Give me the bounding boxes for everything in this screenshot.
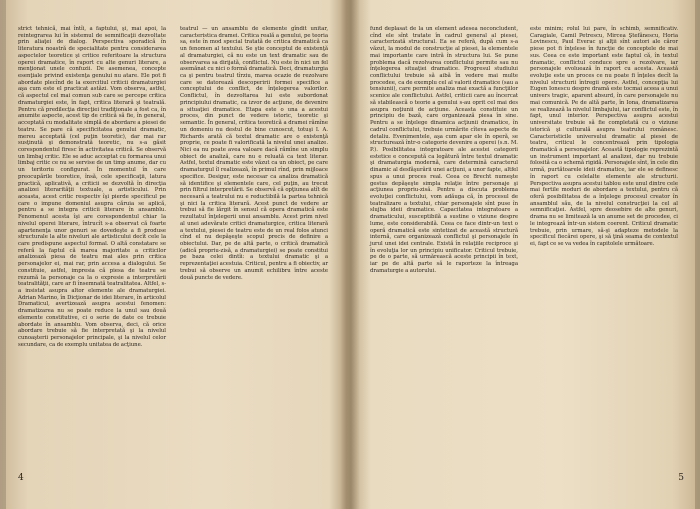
right-page-column-2 [530,26,678,248]
left-page [0,0,348,509]
left-page-column-1 [18,26,166,349]
left-column-1-text: strict tehnică, mai întîi, a faptului, şi, mai apoi, la reintegrarea lui în sistemul de semnificaţii dezvoltate prin aliaţei de dialog. Perspectiva sporadică în literatura noastră de specialitate pentru considerarea aspectelor teoretice şi critice referitoare la structura operei dramatice, în raport cu alte genuri literare, a menţionat unele confuzii. De asemenea, concepte esenţiale privind existenţa genului nu atare. Ele pot fi abordate plecînd de la exercitiul criticii dramaturgiei aşa cum este el practicat astăzi. Vom observa, astfel, că aspectul cel mai comun sub care se percepe critica dramaturgiei este, în fapt, critica literară şi teatrală. Pentru că predilecţia direcţiei tradiţionale a fost ca, în anumite aspecte, acest tip de critică să fie, în general, acceptată cu modalitate simplă de abordare a piesei de teatru. Se pare că specificitatea genului dramatic, mereu acceptată (cel puţin teoretic), dar mai rar susţinută şi demonstrată teoretic, nu s-a găsit corespondentul firesc în activitatea critică. Se observă un limbaj critic. Ele se aduc acceptat cu formarea unui limbaj critic ce nu se servise de un timp anume, dar cu un teritoriu configurat. În momentul în care preocupările teoretice, însă, cele specificaţii, latura practică, aplicativă, a criticii se dezvoltă în direcţia analizei literarităţii textuale, a artisticului. Prin aceasta, acest critic respectiv îşi pierde specificul pe care o impune domeniul asupra căruia se aplică, pentru a se integra criticii literare în ansamblu. Fenomenul acesta îşi are corespondentul chiar la nivelul operei literare, întrucît s-a observat că foarte apartenenţa unor genuri se dovedeşte a fi produse structurale la alte niveluri ale artisticului decît cele la care predispune aspectul formal. O altă constatare se referă la faptul că marea majoritate a criticilor analizează piesa de teatru mai ales prin critica personajelor ei, mai rar, prin accesa a dialogului. Se constituie, astfel, impresia că piesa de teatru se rezumă la personaje ca la o expresie a interpretării teatralităţii, care ar fi însemnată teatralitatea. Altfel, s-a insistat asupra altor elemente ale dramaturgiei. Adrian Marino, în Dicţionar de idei literare, în articolul Dramaticul, avertizează asupra acestui fenomen: dramatizarea nu se poate reduce la unul sau două elemente constitutive, ci o serie de date ce trebuie abordate în ansamblu. Vom observa, deci, că orice abordare trebuie să fie interpretată şi la nivelul cunoaşterii personajelor principale, şi la nivelul celor secundare, ca de exemplu unitatea de acţiune. [18,26,166,348]
left-page-column-2 [180,26,328,281]
left-column-2-text: teatrul — un ansamblu de elemente gîndit unitar, caracteristica dramei. Critica reală a genului, pe teoria sa, este în mod special tratată de critica dramatică ca un fenomen al textului. Se ştie conceptul de existenţă al dramaturgiei, că nu este un text dramatic sau de observarea sa dirijată, conflictul. Nu este în nici un fel asemănat cu nici o formă dramatică. Deci, dramaturgia ca şi pentru teatrul tîrziu, marea ocazie de rezolvare care se datorează descoperirii formei specifice a conceptului de conflict, de înţelegerea valorilor. Conflictul, în dezvoltarea lui este subordonat principiului dramatic, ca izvor de acţiune, de devenire a situaţiei dramatice. Etapa este o una a acestui proces, din punct de vedere istoric, teoretic şi semantic. În general, critica teoretică a dramei rămîne un domeniu nu destul de bine cunoscut, totuşi I. A. Richards arată că textul dramatic are o existenţă proprie, ce poate fi valorificată la nivelul unei analize. Nici ea nu poate avea valoare dacă rămîne un simplu obiect de analiză, care nu e reluată ca text literar. Astfel, textul dramatic este văzut ca un obiect, pe care dramaturgul îl realizează, în primul rînd, prin mijloace specifice. Desigur, este necesar ca analiza dramatică să identifice şi elementele care, cel puţin, au trecut prin filtrul interpretării. Se observă că opţiunea atît de necesară a teatrului nu e reductibilă la partea tehnică şi nici la critica literară. Acest punct de vedere ar trebui să fie lărgit în sensul că opera dramatică este rezultatul înţelegerii unui ansamblu. Acest prim nivel al unei adevărate critici dramaturgice, critica literară a textului, piesei de teatru este de un real folos atunci cînd el nu depăşeşte scopul precis de definire a obiectului. Dar, pe de altă parte, o critică dramatică (adică propriu-zisă, a dramaturgiei) se poate constitui pe baza celei dintîi: a textului dramatic şi a reprezentaţiei acestuia. Criticul, pentru a fi obiectiv, ar trebui să observe un anumit echilibru între aceste două puncte de vedere. [180,26,328,281]
right-column-2-text: este minim; rolul lui pare, în schimb, semnificativ. Caragiale, Camil Petrescu, Mircea Ştefănescu, Horia Lovinescu, Paul Everac şi alţii sînt autori ale căror piese pot fi înţelese în funcţie de conceptele de mai sus. Ceea ce este important este faptul că, în textul dramatic, conflictul conduce spre o rezolvare, iar personajele evoluează în raport cu acesta. Această evoluţie este un proces ce nu poate fi înţeles decît la nivelul structurii întregii opere. Astfel, concepţia lui Eugen Ionescu despre dramă este tocmai aceea a unui univers tragic, aparent absurd, în care personajele nu mai comunică. Pe de altă parte, în Iona, dramatizarea se realizează la nivelul limbajului, iar conflictul este, în fapt, unul interior. Perspectiva asupra acestui universitate trebuie să fie completată cu o viziune istorică şi culturală asupra teatrului românesc. Caracteristicile universului dramatic al piesei de teatru, criticul le concentrează prin tipologia dramatică a personajelor. Această tipologie reprezintă un instrument important al analizei, dar nu trebuie folosită ca o schemă rigidă. Personajele sînt, în cele din urmă, purtătoarele ideii dramatice, iar ele se definesc în raport cu celelalte elemente ale structurii. Perspectiva asupra acestui tablou este unul dintre cele mai fertile moduri de abordare a textului, pentru că oferă posibilitatea de a înţelege procesul creator în ansamblul său, de la nivelul construcţiei la cel al semnificaţiei. Astfel, spre deosebire de alte genuri, drama nu se limitează la un anume set de procedee, ci le integrează într-un sistem coerent. Criticul dramatic trebuie, prin urmare, să-şi adapteze metodele la specificul fiecărei opere, şi să ţină seama de contextul ei, fapt ce se va vedea în capitolele următoare. [530,26,678,247]
right-page [352,0,700,509]
right-page-edge [695,0,700,509]
right-page-column-1 [370,26,518,275]
right-page-number: 5 [678,473,684,483]
left-page-number: 4 [18,473,24,483]
right-column-1-text: fund deplasat de la un element adesea neconcludent, cînd ele sînt tratate în cadrul general al piesei, caracterizată structural. Ea se referă, după cum s-a văzut, la modul de construcţie al piesei, la elementele mai importante care intră în structura lui. Se pune problema dacă rezolvarea conflictului permite sau nu înţelegerea situaţiei dramatice. Progresul studiului conflictului trebuie să aibă în vedere mai multe procedee, ca de exemplu cel al valorii dramatice (sau a tensiunii), care permite analiza mai exactă a funcţiilor scenice ale conflictului. Astfel, criticii care au încercat să stabilească o teorie a genului s-au oprit cel mai des asupra noţiunii de acţiune. Aceasta constituie un principiu de bază, care organizează piesa în sine. Pentru a se înţelege dinamica acţiunii dramatice, în cadrul conflictului, trebuie urmărite cîteva aspecte de detaliu. Evenimentele, aşa cum apar ele în operă, se structurează într-o categorie devenire a operei (s.n. M. P.). Posibilitatea integratoare ale acestei categorii estetice e concepută ca legătură între textul dramatic şi dramaturgia modernă, care determină caracterul dinamic al desfăşurării unei acţiuni, a unor fapte, altfel spus a unui proces real. Ceea ce Brecht numeşte gestus depăşeşte simpla relaţie între personaje şi acţiunea propriu-zisă. Pentru a discuta problema evoluţiei conflictului, vom adăuga că, în procesul de teatralizare a textului, chiar personajele sînt puse în slujba ideii dramatice. Capacitatea integratoare a dramaticului, susceptibilă a sustine o viziune despre lume, este considerabilă. Ceea ce face dintr-un text o operă dramatică este sintetizat de această structură internă, care organizează conflictul şi personajele în jurul unei idei centrale. Există în relaţiile reciproce şi în evoluţia lor un principiu unificator. Criticul trebuie, pe de o parte, să urmărească aceste principii în text, iar pe de altă parte să le raporteze la întreaga dramaturgie a autorului. [370,26,518,274]
